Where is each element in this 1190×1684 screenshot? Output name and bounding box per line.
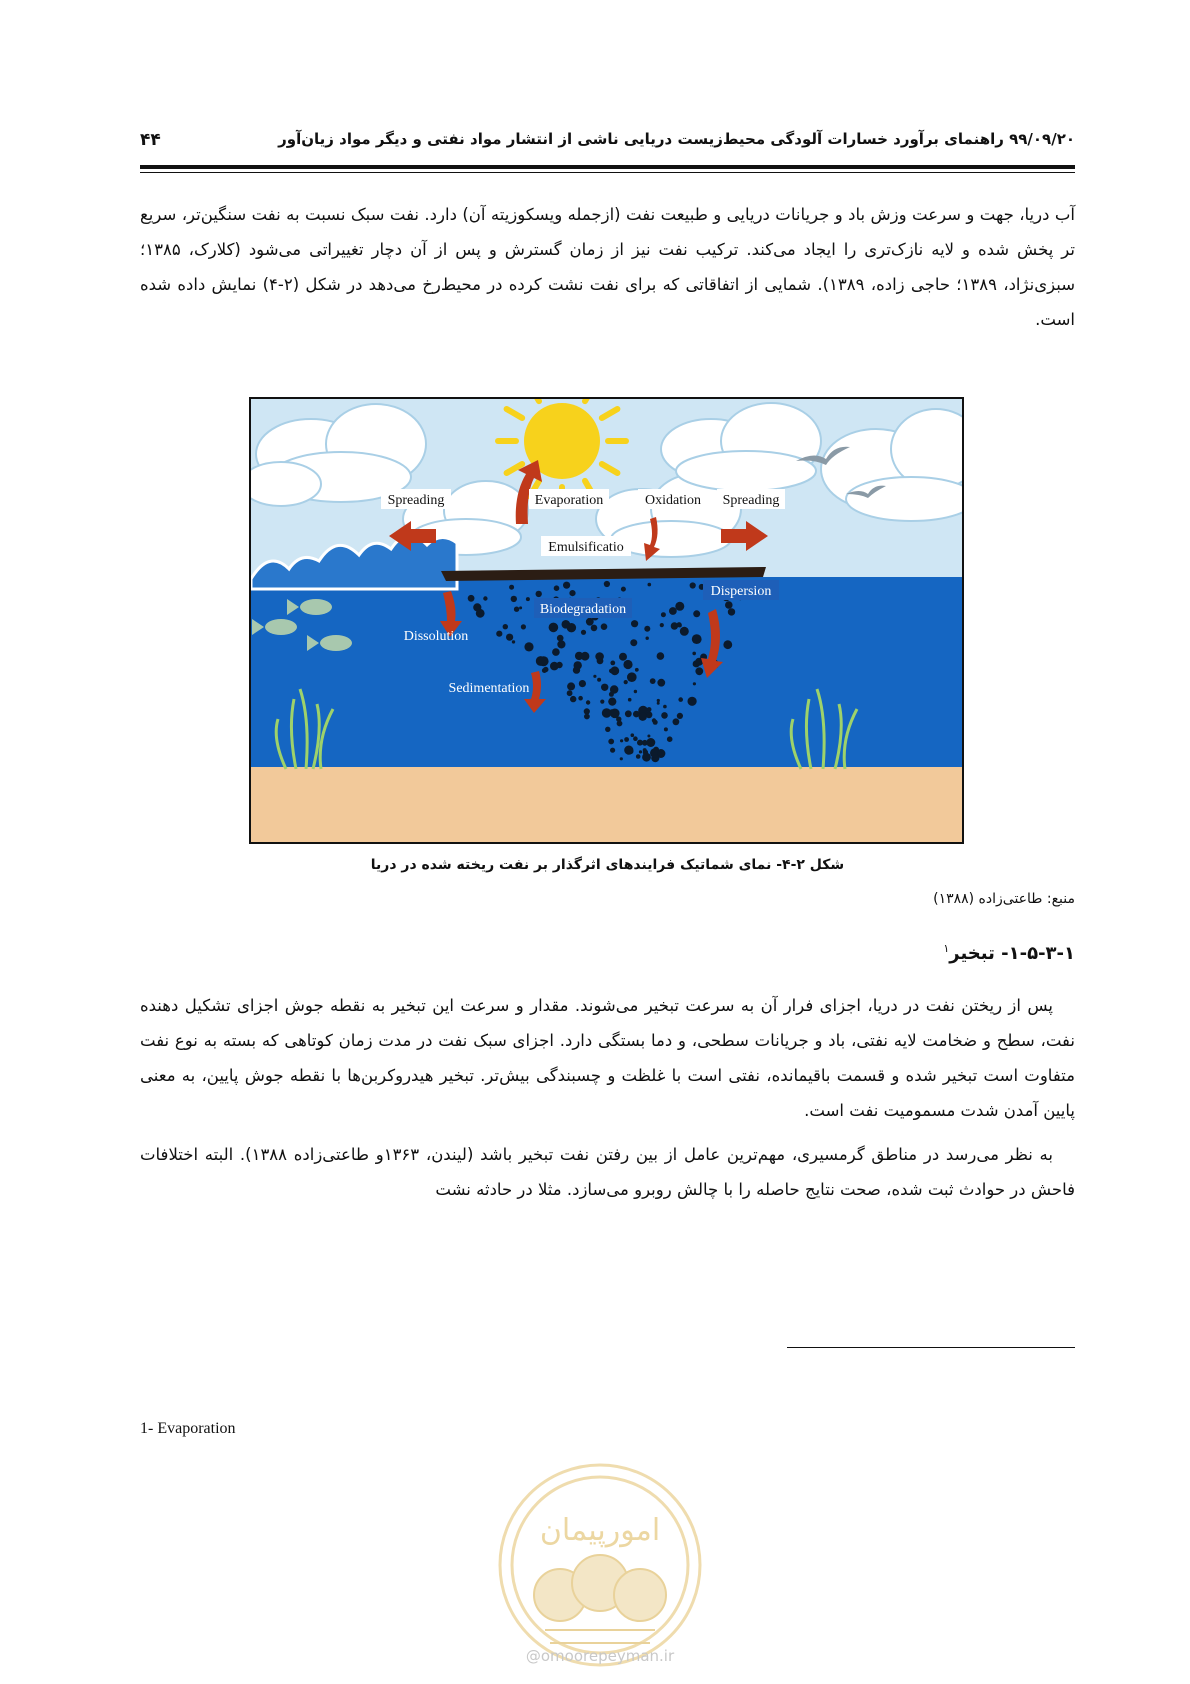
oil-droplet	[570, 696, 576, 702]
oil-droplet	[514, 607, 519, 612]
oil-droplet	[693, 682, 696, 685]
oil-droplet	[644, 626, 650, 632]
oil-droplet	[667, 736, 673, 742]
oil-droplet	[692, 652, 696, 656]
oil-droplet	[617, 721, 623, 727]
oil-droplet	[661, 712, 668, 719]
oil-droplet	[657, 652, 665, 660]
page-number: ۴۴	[140, 130, 161, 150]
oil-droplet	[619, 653, 627, 661]
oil-droplet	[627, 672, 637, 682]
oil-droplet	[468, 595, 475, 602]
oil-droplet	[624, 746, 633, 755]
oil-droplet	[608, 698, 616, 706]
oil-droplet	[664, 727, 668, 731]
label-spreading-right: Spreading	[722, 493, 780, 508]
label-evaporation: Evaporation	[534, 493, 604, 508]
label-dissolution: Dissolution	[403, 629, 469, 644]
oil-droplet	[567, 682, 575, 690]
oil-droplet	[581, 652, 590, 661]
oil-droplet	[593, 675, 596, 678]
label-oxidation: Oxidation	[645, 493, 701, 508]
oil-droplet	[639, 713, 647, 721]
header-rule-thin	[140, 172, 1075, 173]
section-heading-text: ۱-۵-۳-۱- تبخیر	[949, 943, 1075, 964]
oil-droplet	[506, 634, 513, 641]
oil-droplet	[496, 631, 502, 637]
oil-droplet	[586, 700, 590, 704]
footnote-rule	[787, 1347, 1075, 1348]
oil-droplet	[584, 708, 590, 714]
oil-droplet	[524, 642, 533, 651]
oil-droplet	[567, 690, 573, 696]
oil-droplet	[623, 660, 632, 669]
oil-droplet	[509, 585, 514, 590]
oil-droplet	[503, 624, 508, 629]
oil-droplet	[639, 750, 642, 753]
oil-droplet	[636, 754, 641, 759]
oil-droplet	[601, 623, 608, 630]
body-paragraph-3: به نظر می‌رسد در مناطق گرمسیری، مهم‌ترین عامل از بین رفتن نفت تبخیر باشد (لیندن، ۱۳۶۳و طاعتی‌زاده ۱۳۸۸). البته اختلافات فاحش در حوادث ثبت شده، صحت نتایج حاصله را با چالش روبرو می‌سازد. مثلا در حادثه نشت	[140, 1145, 1075, 1199]
oil-droplet	[677, 713, 683, 719]
oil-droplet	[581, 630, 586, 635]
oil-droplet	[657, 702, 660, 705]
seabed-sand	[251, 767, 962, 842]
label-spreading-left: Spreading	[387, 493, 445, 508]
watermark-logo-text: امورپیمان	[539, 1513, 661, 1548]
oil-droplet	[591, 625, 598, 632]
oil-droplet	[543, 667, 548, 672]
label-dispersion: Dispersion	[710, 584, 772, 599]
oil-droplet	[657, 679, 665, 687]
oil-droplet	[678, 697, 683, 702]
oil-droplet	[631, 733, 635, 737]
oil-droplet	[646, 755, 650, 759]
oil-droplet	[669, 607, 677, 615]
oil-droplet	[725, 601, 733, 609]
oil-droplet	[610, 709, 613, 712]
oil-droplet	[612, 668, 619, 675]
oil-droplet	[521, 624, 526, 629]
oil-droplet	[556, 662, 562, 668]
figure-source: منبع: طاعتی‌زاده (۱۳۸۸)	[933, 891, 1075, 907]
oil-droplet	[648, 583, 652, 587]
oil-droplet	[624, 680, 628, 684]
oil-droplet	[557, 640, 565, 648]
oil-droplet	[588, 622, 591, 625]
oil-droplet	[597, 678, 601, 682]
oil-droplet	[610, 661, 615, 666]
footnote: 1- Evaporation	[140, 1420, 236, 1437]
oil-droplet	[620, 739, 623, 742]
oil-droplet	[634, 690, 637, 693]
watermark-site: @omoorepeyman.ir	[525, 1647, 675, 1665]
oil-droplet	[579, 680, 586, 687]
oil-droplet	[723, 640, 732, 649]
oil-droplet	[536, 591, 542, 597]
label-biodegradation: Biodegradation	[539, 602, 627, 617]
oil-droplet	[608, 739, 614, 745]
oil-droplet	[650, 678, 656, 684]
oil-droplet	[483, 596, 487, 600]
oil-droplet	[661, 612, 666, 617]
oil-droplet	[584, 714, 590, 720]
oil-droplet	[569, 590, 575, 596]
oil-spill-processes-figure	[249, 397, 964, 844]
oil-droplet	[663, 705, 667, 709]
oil-droplet	[671, 622, 678, 629]
oil-droplet	[624, 737, 629, 742]
watermark-logo	[490, 1455, 710, 1675]
oil-droplet	[652, 718, 656, 722]
oil-droplet	[602, 708, 612, 718]
oil-droplet	[688, 697, 697, 706]
oil-droplet	[693, 610, 700, 617]
oil-droplet	[647, 735, 650, 738]
footnote-marker: ۱	[943, 942, 950, 955]
oil-droplet	[604, 581, 610, 587]
header-rule-thick	[140, 165, 1075, 169]
oil-droplet	[620, 757, 623, 760]
oil-droplet	[600, 700, 604, 704]
oil-droplet	[660, 623, 664, 627]
section-heading	[140, 942, 1075, 964]
oil-droplet	[646, 637, 649, 640]
oil-droplet	[621, 587, 626, 592]
oil-droplet	[519, 606, 522, 609]
oil-droplet	[605, 727, 610, 732]
oil-droplet	[630, 639, 637, 646]
oil-droplet	[511, 596, 517, 602]
oil-droplet	[610, 748, 615, 753]
oil-droplet	[643, 748, 647, 752]
oil-droplet	[595, 652, 604, 661]
oil-droplet	[557, 635, 564, 642]
body-paragraph-1: آب دریا، جهت و سرعت وزش باد و جریانات دریایی و طبیعت نفت (ازجمله ویسکوزیته آن) دارد. نفت سبک نسبت به نفت سنگین‌تر، سریع تر پخش شده و لایه نازک‌تری را ایجاد می‌کند. ترکیب نفت نیز از زمان گسترش و پس از آن دچار تغییراتی می‌شود (کلارک، ۱۳۸۵؛ سبزی‌نژاد، ۱۳۸۹؛ حاجی زاده، ۱۳۸۹). شمایی از اتفاقاتی که برای نفت نشت کرده در محیط‌رخ می‌دهد در شکل (۲-۴) نمایش داده شده است.	[140, 205, 1076, 329]
figure-caption: شکل ۲-۴- نمای شماتیک فرایندهای اثرگذار بر نفت ریخته شده در دریا	[370, 857, 845, 873]
oil-droplet	[625, 710, 632, 717]
oil-droplet	[657, 751, 662, 756]
oil-droplet	[549, 623, 559, 633]
oil-droplet	[567, 623, 576, 632]
schematic-illustration	[251, 399, 962, 842]
oil-droplet	[693, 663, 697, 667]
oil-droplet	[633, 736, 638, 741]
oil-droplet	[635, 668, 639, 672]
oil-droplet	[628, 698, 632, 702]
oil-droplet	[690, 582, 696, 588]
oil-droplet	[563, 582, 570, 589]
oil-droplet	[695, 667, 703, 675]
running-header	[140, 130, 1075, 154]
oil-droplet	[536, 656, 546, 666]
oil-droplet	[512, 640, 515, 643]
oil-droplet	[646, 738, 655, 747]
label-sedimentation: Sedimentation	[448, 681, 530, 696]
oil-droplet	[574, 661, 582, 669]
body-paragraph-2: پس از ریختن نفت در دریا، اجزای فرار آن به سرعت تبخیر می‌شوند. مقدار و سرعت این تبخیر به نقطه جوش اجزای تشکیل دهنده نفت، سطح و ضخامت لایه نفتی، باد و جریانات سطحی، و دما بستگی دارد. اجزای سبک نفت در مدت زمان کوتاهی که بسته به نوع نفت متفاوت است تبخیر شده و قسمت باقیمانده، نفتی است با غلظت و چسبندگی بیش‌تر. تبخیر هیدروکربن‌ها با نقطه جوش پایین، به معنی پایین آمدن شدت مسمومیت نفت است.	[140, 996, 1075, 1120]
oil-droplet	[728, 608, 735, 615]
oil-droplet	[526, 597, 530, 601]
oil-droplet	[680, 627, 689, 636]
oil-droplet	[657, 699, 660, 702]
oil-droplet	[552, 648, 560, 656]
oil-droplet	[578, 696, 583, 701]
oil-droplet	[601, 684, 608, 691]
oil-droplet	[631, 620, 638, 627]
label-emulsification: Emulsificatio	[548, 540, 624, 555]
oil-droplet	[609, 692, 614, 697]
oil-droplet	[673, 718, 680, 725]
header-title: ۹۹/۰۹/۲۰ راهنمای برآورد خسارات آلودگی محیط‌زیست دریایی ناشی از انتشار مواد نفتی و دیگر مواد زیان‌آور	[278, 130, 1075, 148]
oil-droplet	[473, 603, 481, 611]
oil-droplet	[675, 602, 684, 611]
oil-droplet	[692, 634, 702, 644]
oil-droplet	[554, 585, 560, 591]
